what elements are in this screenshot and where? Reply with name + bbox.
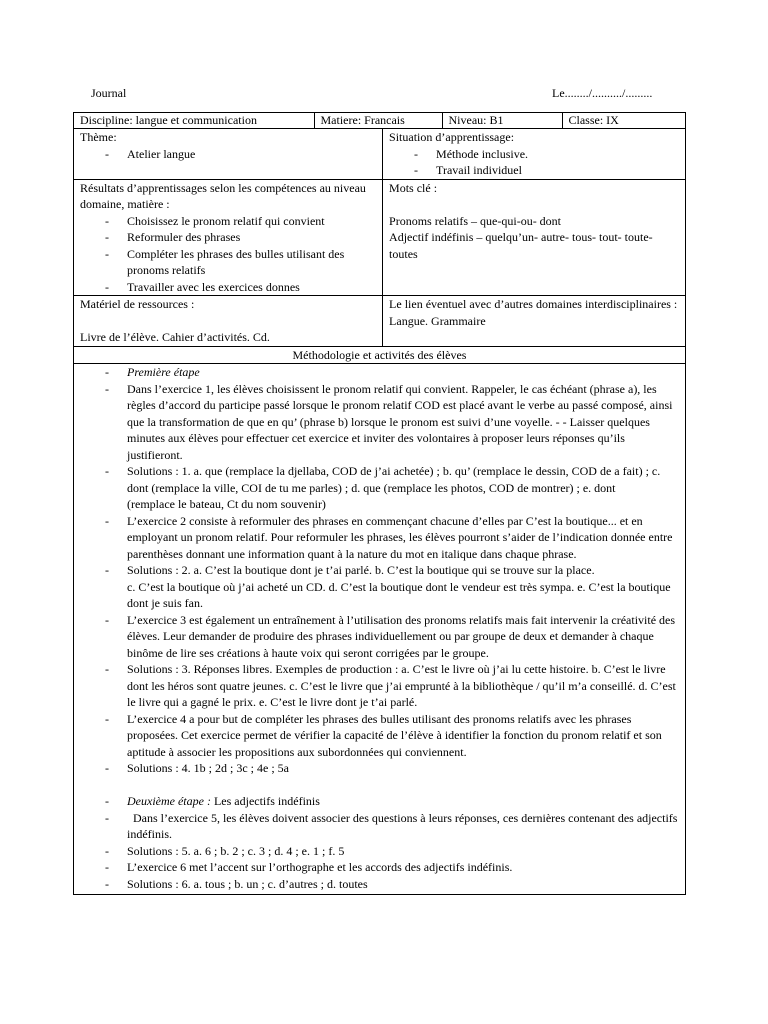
solution-item bbox=[80, 562, 679, 612]
solution-item: - Solutions : 5. a. 6 ; b. 2 ; c. 3 ; d. 4 ; e. 1 ; f. 5 bbox=[80, 843, 679, 860]
materiel-value: Livre de l’élève. Cahier d’activités. Cd. bbox=[80, 330, 270, 344]
etape-1-title: - Première étape bbox=[80, 364, 679, 381]
results-row bbox=[74, 179, 686, 296]
situation-cell bbox=[383, 129, 686, 180]
solution-item bbox=[80, 463, 679, 513]
resultats-item: - Travailler avec les exercices donnes bbox=[80, 279, 376, 296]
mots-cle-line2: Adjectif indéfinis – quelqu’un- autre- tous- tout- toute- toutes bbox=[389, 230, 653, 261]
resultats-item: - Choisissez le pronom relatif qui convient bbox=[80, 213, 376, 230]
theme-row bbox=[74, 129, 686, 180]
classe-cell: Classe: IX bbox=[562, 113, 685, 128]
exercise-item: - L’exercice 2 consiste à reformuler des phrases en commençant chacune d’elles par C’est la boutique... et en employant un pronom relatif. Pour reformuler les phrases, les élèves pourront s’aider de l’indication donnée entre parenthèses donnant une information quant à la nature du mot en italique dans chaque phrase. bbox=[80, 513, 679, 563]
resultats-label: Résultats d’apprentissages selon les compétences au niveau domaine, matière : bbox=[80, 180, 366, 211]
mots-cle-label: Mots clé : bbox=[389, 180, 438, 195]
info-row bbox=[74, 113, 686, 129]
mots-cle-line1: Pronoms relatifs – que-qui-ou- dont bbox=[389, 213, 562, 228]
discipline-cell: Discipline: langue et communication bbox=[80, 113, 257, 127]
methodologie-row bbox=[74, 364, 686, 895]
info-inner-table bbox=[74, 113, 685, 128]
niveau-cell: Niveau: B1 bbox=[442, 113, 562, 128]
theme-label: Thème: bbox=[80, 130, 117, 144]
materiel-cell bbox=[74, 296, 383, 347]
lien-label: Le lien éventuel avec d’autres domaines interdisciplinaires : bbox=[389, 297, 678, 311]
exercise-item: - L’exercice 4 a pour but de compléter les phrases des bulles utilisant des pronoms relatifs avec les phrases proposées. Cet exercice permet de vérifier la capacité de l’élève à identifier la fonction du pronom relatif et son aptitude à associer les propositions aux subordonnées qui conviennent. bbox=[80, 711, 679, 761]
solution-item: - Solutions : 3. Réponses libres. Exemples de production : a. C’est le livre où j’ai lu cette histoire. b. C’est le livre dont les héros sont quatre jeunes. c. C’est le livre que j’ai emprunté à la bibliothèque / qu’il m’a conseillé. d. C’est le livre qui a gagné le prix. e. C’est le livre dont je t’ai parlé. bbox=[80, 661, 679, 711]
etape-2-title bbox=[80, 793, 679, 810]
situation-item: - Méthode inclusive. bbox=[389, 146, 679, 163]
materiel-label: Matériel de ressources : bbox=[80, 297, 195, 311]
solution-text: - Solutions : 2. a. C’est la boutique dont je t’ai parlé. b. C’est la boutique qui se trouve sur la place. bbox=[127, 563, 595, 577]
methodologie-title: Méthodologie et activités des élèves bbox=[74, 346, 686, 364]
resultats-item: - Reformuler des phrases bbox=[80, 229, 376, 246]
mots-cle-cell bbox=[383, 179, 686, 296]
materiel-row bbox=[74, 296, 686, 347]
exercise-item: - L’exercice 6 met l’accent sur l’orthographe et les accords des adjectifs indéfinis. bbox=[80, 859, 679, 876]
solution-continuation: c. C’est la boutique où j’ai acheté un CD. d. C’est la boutique dont le vendeur est très sympa. e. C’est la boutique dont je suis fan. bbox=[127, 579, 671, 610]
solution-item: - Solutions : 6. a. tous ; b. un ; c. d’autres ; d. toutes bbox=[80, 876, 679, 893]
theme-item: - Atelier langue bbox=[80, 146, 376, 163]
journal-label: Journal bbox=[91, 86, 127, 100]
lien-cell bbox=[383, 296, 686, 347]
solution-text: - Solutions : 1. a. que (remplace la djellaba, COD de j’ai achetée) ; b. qu’ (remplace le dessin, COD de a fait) ; c. dont (remplace la ville, COI de tu me parles) ; d. que (remplace les photos, COD de montrer) ; e. dont bbox=[127, 464, 661, 495]
etape-2-label: Deuxième étape : bbox=[127, 794, 211, 808]
etape-2-subject: Les adjectifs indéfinis bbox=[210, 794, 320, 808]
methodologie-header-row bbox=[74, 346, 686, 364]
theme-cell bbox=[74, 129, 383, 180]
date-field: Le......../........../......... bbox=[552, 86, 653, 100]
situation-item: - Travail individuel bbox=[389, 162, 679, 179]
exercise-item: - Dans l’exercice 5, les élèves doivent associer des questions à leurs réponses, ces dernières contenant des adjectifs indéfinis. bbox=[80, 810, 679, 843]
resultats-cell bbox=[74, 179, 383, 296]
situation-label: Situation d’apprentissage: bbox=[389, 130, 515, 144]
methodologie-cell bbox=[74, 364, 686, 895]
solution-continuation: (remplace le bateau, Ct du nom souvenir) bbox=[127, 497, 326, 511]
solution-item: - Solutions : 4. 1b ; 2d ; 3c ; 4e ; 5a bbox=[80, 760, 679, 777]
resultats-item: - Compléter les phrases des bulles utilisant des pronoms relatifs bbox=[80, 246, 376, 279]
exercise-item: - Dans l’exercice 1, les élèves choisissent le pronom relatif qui convient. Rappeler, le cas échéant (phrase a), les règles d’accord du participe passé lorsque le pronom relatif COD est placé avant le verbe au passé composé, ainsi que la transformation de que en qu’ (phrase b) lorsque le pronom est suivi d’une voyelle. - - Laisser quelques minutes aux élèves pour effectuer cet exercice et inviter des volontaires à proposer leurs réponses qu’ils justifieront. bbox=[80, 381, 679, 464]
matiere-cell: Matiere: Francais bbox=[314, 113, 442, 128]
lesson-plan-table bbox=[73, 112, 686, 895]
lien-value: Langue. Grammaire bbox=[389, 313, 486, 328]
exercise-item: - L’exercice 3 est également un entraînement à l’utilisation des pronoms relatifs mais fait intervenir la créativité des élèves. Leur demander de produire des phrases individuellement ou par groupe de deux et demander à chaque binôme de lire ses créations à haute voix qui seront corrigées par le groupe. bbox=[80, 612, 679, 662]
